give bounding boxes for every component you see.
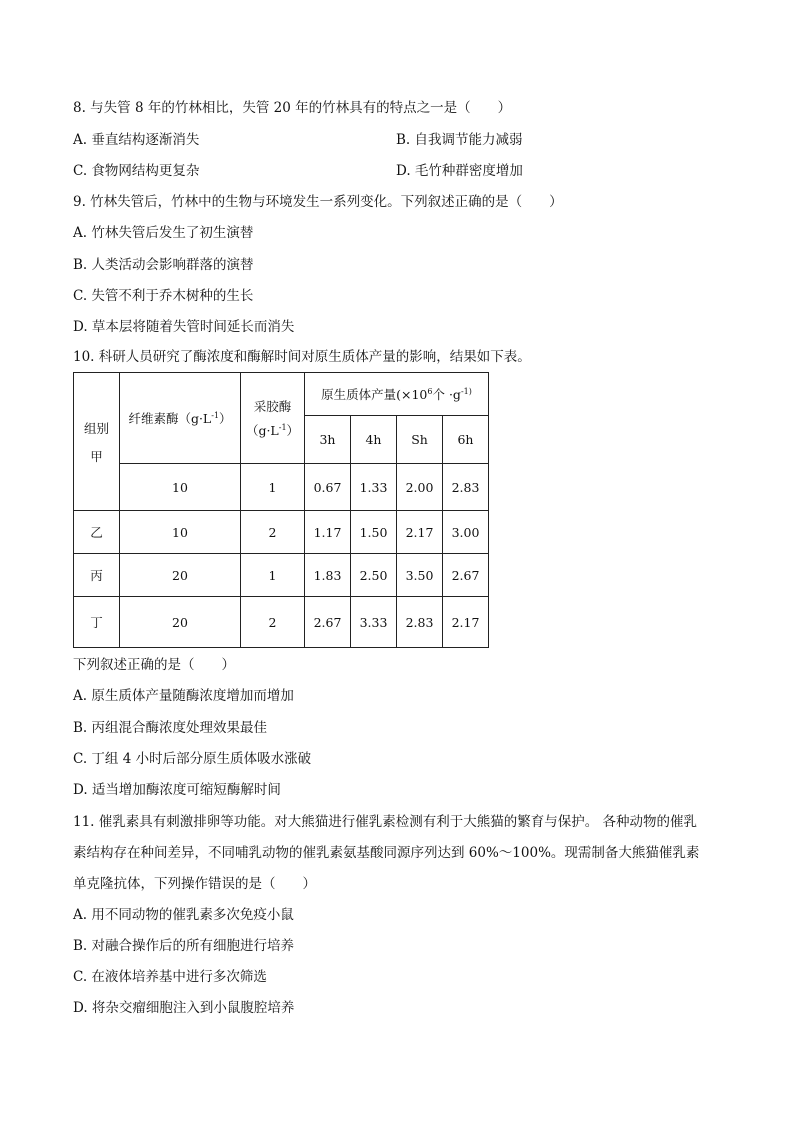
q10-stem: 10. 科研人员研究了酶浓度和酶解时间对原生质体产量的影响，结果如下表。 xyxy=(73,349,531,365)
cellulase-header-text: 纤维素酶（g·L xyxy=(128,411,212,426)
q11-option-d: D. 将杂交瘤细胞注入到小鼠腹腔培养 xyxy=(73,1000,295,1016)
time-header-4h: 4h xyxy=(351,416,397,464)
yield-cell: 1.33 xyxy=(351,464,397,511)
q10-option-a: A. 原生质体产量随酶浓度增加而增加 xyxy=(73,688,294,704)
cellulase-cell: 10 xyxy=(120,511,241,554)
time-header-6h: 6h xyxy=(443,416,489,464)
q11-option-a: A. 用不同动物的催乳素多次免疫小鼠 xyxy=(73,907,294,923)
table-row xyxy=(74,511,489,554)
cellulase-header-close: ） xyxy=(219,411,232,426)
pectinase-header-close: ） xyxy=(286,423,300,438)
q8-option-c: C. 食物网结构更复杂 xyxy=(73,163,200,179)
table-row xyxy=(74,597,489,648)
yield-header-sup: -1) xyxy=(460,386,472,396)
yield-header-text: 原生质体产量(×10 xyxy=(321,387,428,402)
time-header-5h: Sh xyxy=(397,416,443,464)
pectinase-header xyxy=(241,373,305,464)
q9-option-d: D. 草本层将随着失管时间延长而消失 xyxy=(73,319,295,335)
yield-cell: 2.17 xyxy=(443,597,489,648)
q11-stem-line1: 11. 催乳素具有刺激排卵等功能。对大熊猫进行催乳素检测有利于大熊猫的繁育与保护。 各种动物的催乳 xyxy=(73,814,698,830)
q9-option-a: A. 竹林失管后发生了初生演替 xyxy=(73,225,254,241)
yield-cell: 1.83 xyxy=(305,554,351,597)
yield-cell: 2.83 xyxy=(443,464,489,511)
yield-cell: 3.00 xyxy=(443,511,489,554)
yield-cell: 2.00 xyxy=(397,464,443,511)
yield-cell: 3.33 xyxy=(351,597,397,648)
pectinase-cell: 2 xyxy=(241,511,305,554)
q8-stem: 8. 与失管 8 年的竹林相比，失管 20 年的竹林具有的特点之一是（ ） xyxy=(73,100,512,116)
pectinase-header-unit: （g·L xyxy=(245,423,279,438)
yield-cell: 2.83 xyxy=(397,597,443,648)
q10-option-b: B. 丙组混合酶浓度处理效果最佳 xyxy=(73,720,268,736)
yield-header-exp: 6 xyxy=(427,386,433,396)
q9-option-c: C. 失管不利于乔木树种的生长 xyxy=(73,288,254,304)
group-cell: 丙 xyxy=(74,554,120,597)
q9-stem: 9. 竹林失管后，竹林中的生物与环境发生一系列变化。下列叙述正确的是（ ） xyxy=(73,194,563,210)
group-header-label: 组别 xyxy=(83,420,109,436)
q10-option-d: D. 适当增加酶浓度可缩短酶解时间 xyxy=(73,782,281,798)
yield-cell: 3.50 xyxy=(397,554,443,597)
yield-header-unit: 个 ·g xyxy=(432,387,461,402)
q8-option-d: D. 毛竹种群密度增加 xyxy=(396,163,523,179)
q11-stem-line3: 单克隆抗体，下列操作错误的是（ ） xyxy=(73,876,316,892)
q9-option-b: B. 人类活动会影响群落的演替 xyxy=(73,257,254,273)
q8-option-a: A. 垂直结构逐渐消失 xyxy=(73,132,200,148)
cellulase-header-sup: -1 xyxy=(211,410,220,420)
yield-header xyxy=(305,373,489,416)
yield-cell: 1.50 xyxy=(351,511,397,554)
pectinase-cell: 1 xyxy=(241,464,305,511)
yield-cell: 1.17 xyxy=(305,511,351,554)
yield-cell: 2.17 xyxy=(397,511,443,554)
table-row xyxy=(74,554,489,597)
q10-follow: 下列叙述正确的是（ ） xyxy=(73,657,235,673)
group-jia-label: 甲 xyxy=(90,448,103,464)
yield-cell: 0.67 xyxy=(305,464,351,511)
cellulase-header xyxy=(120,373,241,464)
q11-option-c: C. 在液体培养基中进行多次筛选 xyxy=(73,969,267,985)
yield-cell: 2.67 xyxy=(305,597,351,648)
cellulase-cell: 20 xyxy=(120,597,241,648)
pectinase-cell: 1 xyxy=(241,554,305,597)
pectinase-cell: 2 xyxy=(241,597,305,648)
q10-option-c: C. 丁组 4 小时后部分原生质体吸水涨破 xyxy=(73,751,312,767)
q11-stem-line2: 素结构存在种间差异，不同哺乳动物的催乳素氨基酸同源序列达到 60%～100%。现需制备大熊猫催乳素 xyxy=(73,845,700,861)
table-row xyxy=(74,464,489,511)
group-header xyxy=(74,373,120,511)
yield-cell: 2.50 xyxy=(351,554,397,597)
q11-option-b: B. 对融合操作后的所有细胞进行培养 xyxy=(73,938,295,954)
cellulase-cell: 10 xyxy=(120,464,241,511)
cellulase-cell: 20 xyxy=(120,554,241,597)
pectinase-header-text: 采胶酶 xyxy=(253,399,292,414)
group-cell: 乙 xyxy=(74,511,120,554)
q8-option-b: B. 自我调节能力减弱 xyxy=(396,132,523,148)
results-table xyxy=(73,372,489,648)
pectinase-header-sup: -1 xyxy=(278,422,287,432)
yield-cell: 2.67 xyxy=(443,554,489,597)
group-cell: 丁 xyxy=(74,597,120,648)
time-header-3h: 3h xyxy=(305,416,351,464)
